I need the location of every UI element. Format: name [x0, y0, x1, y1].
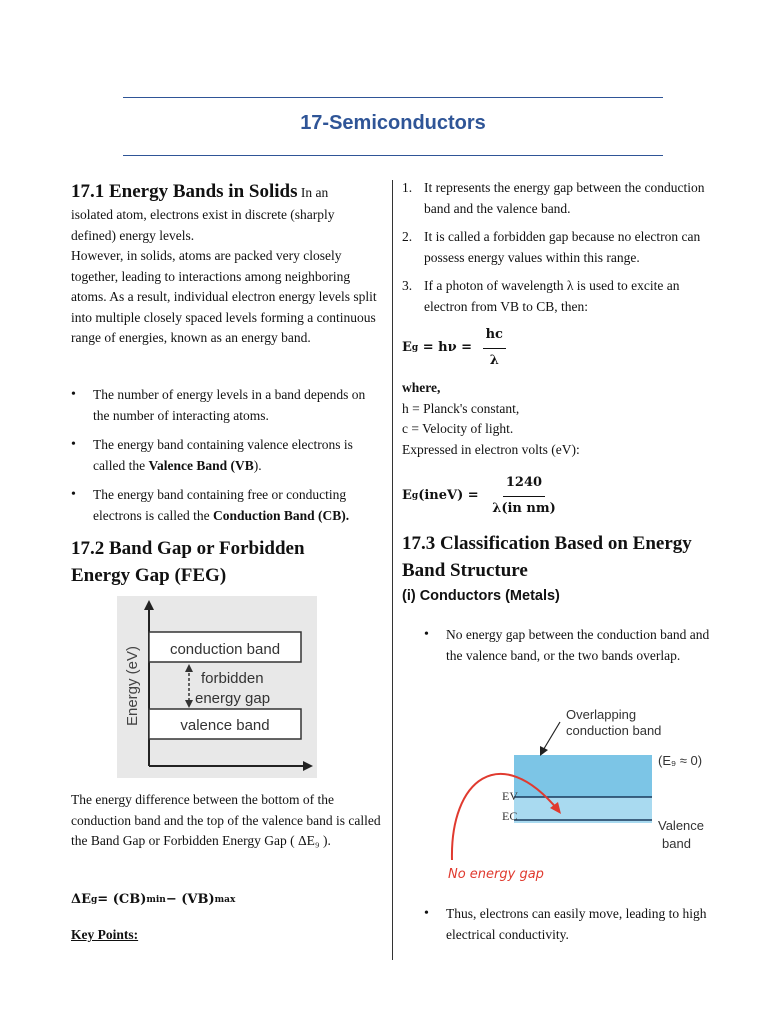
where-label: where,: [402, 380, 441, 395]
intro-lead: In an: [300, 185, 329, 200]
section-17-1: [71, 178, 383, 349]
valence-label-2: band: [662, 836, 691, 851]
eq-delta-eg: ΔE g = (CB) min − (VB) max: [71, 892, 236, 907]
c-definition: c = Velocity of light.: [402, 421, 514, 436]
conductor-bullet-1: • No energy gap between the conduction band and the valence band, or the two bands overlap.: [424, 625, 724, 675]
h-definition: h = Planck's constant,: [402, 400, 520, 416]
overlap-figure: [440, 700, 712, 890]
where-block: [402, 378, 722, 460]
gap-label-1: forbidden: [201, 670, 264, 687]
para-band-gap: The energy difference between the bottom of the conduction band and the top of the valence band is called the Band Gap or Forbidden Energy Gap ( ΔE₉ ).: [71, 792, 381, 848]
gap-label-2: energy gap: [195, 690, 271, 707]
band-gap-figure: [117, 596, 317, 778]
overlap-diagram: [440, 700, 712, 890]
key-points-label: Key Points:: [71, 927, 139, 942]
para-isolated-atom-2: defined) energy levels.: [71, 227, 195, 243]
title-rule: [123, 155, 663, 156]
ev-line: Expressed in electron volts (eV):: [402, 441, 580, 457]
overlap-label-1: Overlapping: [566, 707, 637, 722]
column-divider: [392, 180, 393, 960]
ec-label: EC: [502, 809, 518, 823]
band-gap-diagram: [117, 596, 317, 778]
energy-axis-label: Energy (eV): [124, 645, 141, 727]
eq-eg-ev: E g (ineV) = $\frac{1240}{\text{λ(in nm)}}$: [402, 475, 556, 516]
list-item-1: 1. It represents the energy gap between the conduction band and the valence band.: [402, 180, 705, 216]
cb-label: conduction band: [169, 641, 281, 658]
bullet-conduction-band: • The energy band containing free or conducting electrons is called the Conduction Band (CB).: [71, 485, 383, 526]
conductors-heading: (i) Conductors (Metals): [402, 588, 560, 604]
valence-label-1: Valence: [658, 818, 705, 833]
overlap-label-2: conduction band: [566, 723, 662, 738]
list-item-2: 2. It is called a forbidden gap because no electron can possess energy values within this range.: [402, 229, 701, 265]
heading-17-1: 17.1 Energy Bands in Solids: [71, 181, 298, 202]
para-isolated-atom-1: isolated atom, electrons exist in discrete (sharply: [71, 207, 335, 222]
vb-label: valence band: [180, 717, 270, 734]
bands-bullets: [71, 385, 383, 535]
numbered-list: [402, 178, 720, 325]
page-title: 17-Semiconductors: [300, 112, 486, 134]
eg-approx-label: (E₉ ≈ 0): [658, 753, 703, 768]
bullet-valence-band: • The energy band containing valence electrons is called the Valence Band (VB).: [71, 435, 383, 476]
ev-label: EV: [502, 789, 518, 803]
para-solids: However, in solids, atoms are packed very closely together, leading to interactions among neighboring atoms. As a result, individual electron energy levels split into multiple closely spaced levels forming a continuous range of energies, known as an energy band.: [71, 248, 377, 345]
no-gap-label: No energy gap: [448, 867, 544, 882]
list-item-3: 3. If a photon of wavelength λ is used to excite an electron from VB to CB, then:: [402, 278, 680, 314]
bullet-energy-levels: • The number of energy levels in a band depends on the number of interacting atoms.: [71, 385, 383, 426]
eq-eg-hv: E g = hν = $\frac{hc}{\lambda}$: [402, 325, 506, 371]
heading-17-2: 17.2 Band Gap or Forbidden Energy Gap (FEG): [71, 538, 305, 586]
conductor-bullet-2: • Thus, electrons can easily move, leading to high electrical conductivity.: [424, 904, 724, 954]
top-rule: [123, 97, 663, 98]
heading-17-3: 17.3 Classification Based on Energy Band Structure: [402, 533, 692, 581]
